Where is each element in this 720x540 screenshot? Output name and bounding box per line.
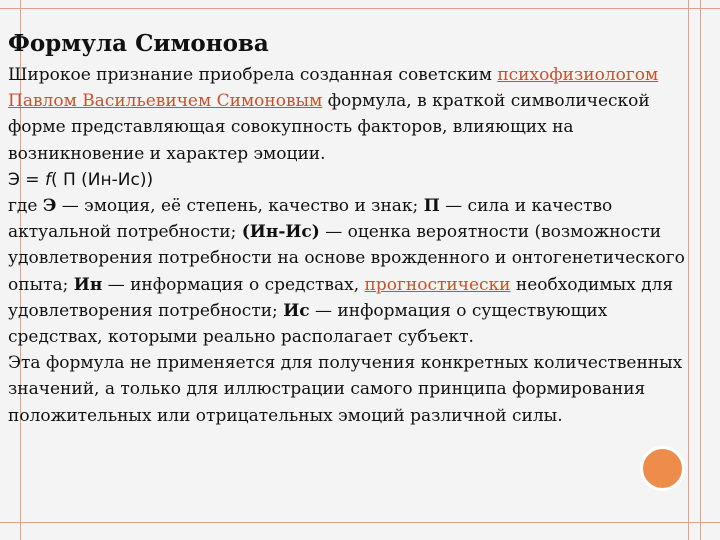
def-text-3: — сила и качество актуальной потребности; (8, 196, 613, 243)
link-psychophysiologist[interactable]: психофизиологом (497, 65, 659, 85)
slide-content (8, 26, 688, 429)
intro-text-1: Широкое признание приобрела созданная советским (8, 65, 498, 85)
formula-rest: ( П (Ин-Ис)) (50, 169, 154, 190)
def-term-in-is: (Ин-Ис) (241, 222, 320, 243)
def-text-4: — оценка вероятности (возможности удовлетворения потребности на основе врожденного и онтогенетического опыта; (8, 222, 685, 295)
def-term-in: Ин (73, 274, 103, 295)
frame-line-top (0, 8, 720, 9)
def-term-is: Ис (283, 300, 310, 321)
def-text-6: необходимых для удовлетворения потребности; (8, 274, 674, 321)
def-term-e: Э (42, 196, 57, 217)
link-prognostically[interactable]: прогностически (364, 274, 511, 295)
def-text-1: где (8, 196, 43, 217)
frame-line-right-outer (700, 0, 701, 540)
def-text-5: — информация о средствах, (102, 274, 365, 295)
formula-line (8, 167, 688, 193)
frame-line-bottom (0, 522, 720, 523)
slide-title: Формула Симонова (8, 30, 269, 57)
paragraph-intro (8, 62, 688, 167)
def-term-p: П (423, 196, 440, 217)
def-text-2: — эмоция, её степень, качество и знак; (56, 196, 424, 217)
paragraph-conclusion: Эта формула не применяется для получения конкретных количественных значений, а только для иллюстрации самого принципа формирования положительных или отрицательных эмоций различной силы. (8, 353, 683, 426)
intro-text-3: формула, в краткой символической форме представляющая совокупность факторов, влияющих на возникновение и характер эмоции. (8, 91, 650, 164)
formula-f: f (44, 169, 51, 190)
link-simonov[interactable]: Павлом Васильевичем Симоновым (8, 91, 323, 112)
formula-eq: = (19, 169, 45, 190)
paragraph-definitions (8, 193, 688, 350)
formula-e: Э (8, 169, 20, 190)
frame-line-right-inner (688, 0, 689, 540)
accent-circle-decoration (640, 446, 685, 491)
def-text-7: — информация о существующих средствах, которыми реально располагает субъект. (8, 300, 608, 348)
